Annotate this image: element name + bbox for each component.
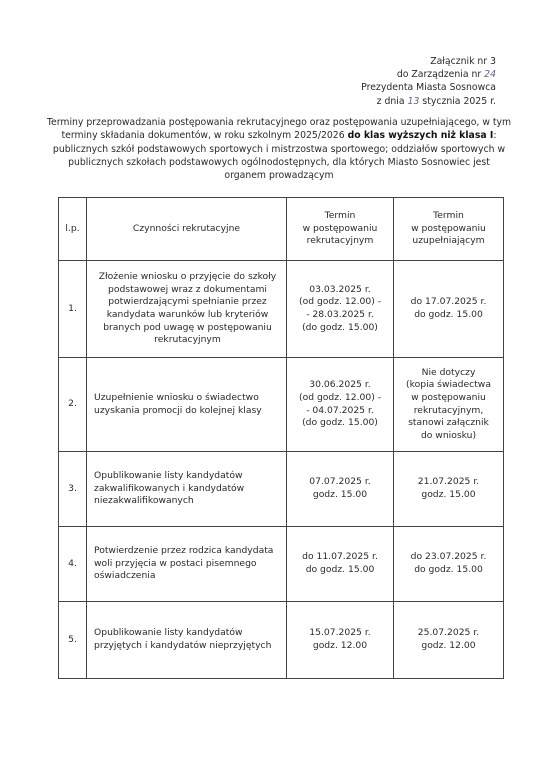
handwritten-day: 13 (407, 95, 420, 107)
header-term-recruitment: Termin w postępowaniu rekrutacyjnym (287, 198, 394, 261)
document-heading (46, 116, 512, 182)
heading-text-start: Terminy przeprowadzania postępowania rekrutacyjnego oraz postępowania uzupełniającego, w tym terminy składania dokumentów, w roku szkolnym 2025/2026 (46, 117, 512, 142)
table-row (59, 358, 504, 452)
header-lp: l.p. (59, 198, 87, 261)
supplementary-term-cell: do 17.07.2025 r. do godz. 15.00 (394, 261, 504, 358)
table-header-row (59, 198, 504, 261)
supplementary-term-cell: do 23.07.2025 r. do godz. 15.00 (394, 527, 504, 602)
activity-cell: Złożenie wniosku o przyjęcie do szkoły podstawowej wraz z dokumentami potwierdzającymi spełnianie przez kandydata warunków lub kryteriów branych pod uwagę w postępowaniu rekrutacyjnym (87, 261, 287, 358)
annex-issuer: Prezydenta Miasta Sosnowca (361, 82, 496, 94)
recruitment-term-cell: 30.06.2025 r. (od godz. 12.00) - - 04.07.2025 r. (do godz. 15.00) (287, 358, 394, 452)
handwritten-ordinance-number: 24 (484, 69, 496, 81)
heading-bold-phrase: do klas wyższych niż klasa I (347, 130, 494, 142)
header-term-supplementary: Termin w postępowaniu uzupełniającym (394, 198, 504, 261)
recruitment-term-cell: do 11.07.2025 r. do godz. 15.00 (287, 527, 394, 602)
heading-text-end: : publicznych szkół podstawowych sportowych i mistrzostwa sportowego; oddziałów sportowych w publicznych szkołach podstawowych ogólnodostępnych, dla których Miasto Sosnowiec jest organem prowadzącym (52, 130, 506, 182)
annex-date (361, 95, 496, 108)
annex-date-suffix: stycznia 2025 r. (419, 95, 496, 107)
supplementary-term-cell: 21.07.2025 r. godz. 15.00 (394, 452, 504, 527)
annex-ordinance-label: do Zarządzenia nr (396, 69, 485, 81)
row-number: 2. (59, 358, 87, 452)
recruitment-term-cell: 07.07.2025 r. godz. 15.00 (287, 452, 394, 527)
recruitment-term-cell: 03.03.2025 r. (od godz. 12.00) - - 28.03.2025 r. (do godz. 15.00) (287, 261, 394, 358)
supplementary-term-cell: 25.07.2025 r. godz. 12.00 (394, 602, 504, 679)
annex-reference (361, 55, 496, 108)
recruitment-schedule-table (58, 197, 504, 679)
annex-date-prefix: z dnia (376, 95, 408, 107)
annex-number: Załącznik nr 3 (430, 56, 496, 67)
row-number: 3. (59, 452, 87, 527)
activity-cell: Opublikowanie listy kandydatów przyjętych i kandydatów nieprzyjętych (87, 602, 287, 679)
table-row (59, 602, 504, 679)
table-row (59, 261, 504, 358)
activity-cell: Potwierdzenie przez rodzica kandydata woli przyjęcia w postaci pisemnego oświadczenia (87, 527, 287, 602)
annex-ordinance (361, 68, 496, 81)
supplementary-term-cell: Nie dotyczy (kopia świadectwa w postępowaniu rekrutacyjnym, stanowi załącznik do wniosku) (394, 358, 504, 452)
table-row (59, 527, 504, 602)
header-activity: Czynności rekrutacyjne (87, 198, 287, 261)
activity-cell: Opublikowanie listy kandydatów zakwalifikowanych i kandydatów niezakwalifikowanych (87, 452, 287, 527)
table-row (59, 452, 504, 527)
activity-cell: Uzupełnienie wniosku o świadectwo uzyskania promocji do kolejnej klasy (87, 358, 287, 452)
row-number: 4. (59, 527, 87, 602)
recruitment-term-cell: 15.07.2025 r. godz. 12.00 (287, 602, 394, 679)
row-number: 1. (59, 261, 87, 358)
row-number: 5. (59, 602, 87, 679)
